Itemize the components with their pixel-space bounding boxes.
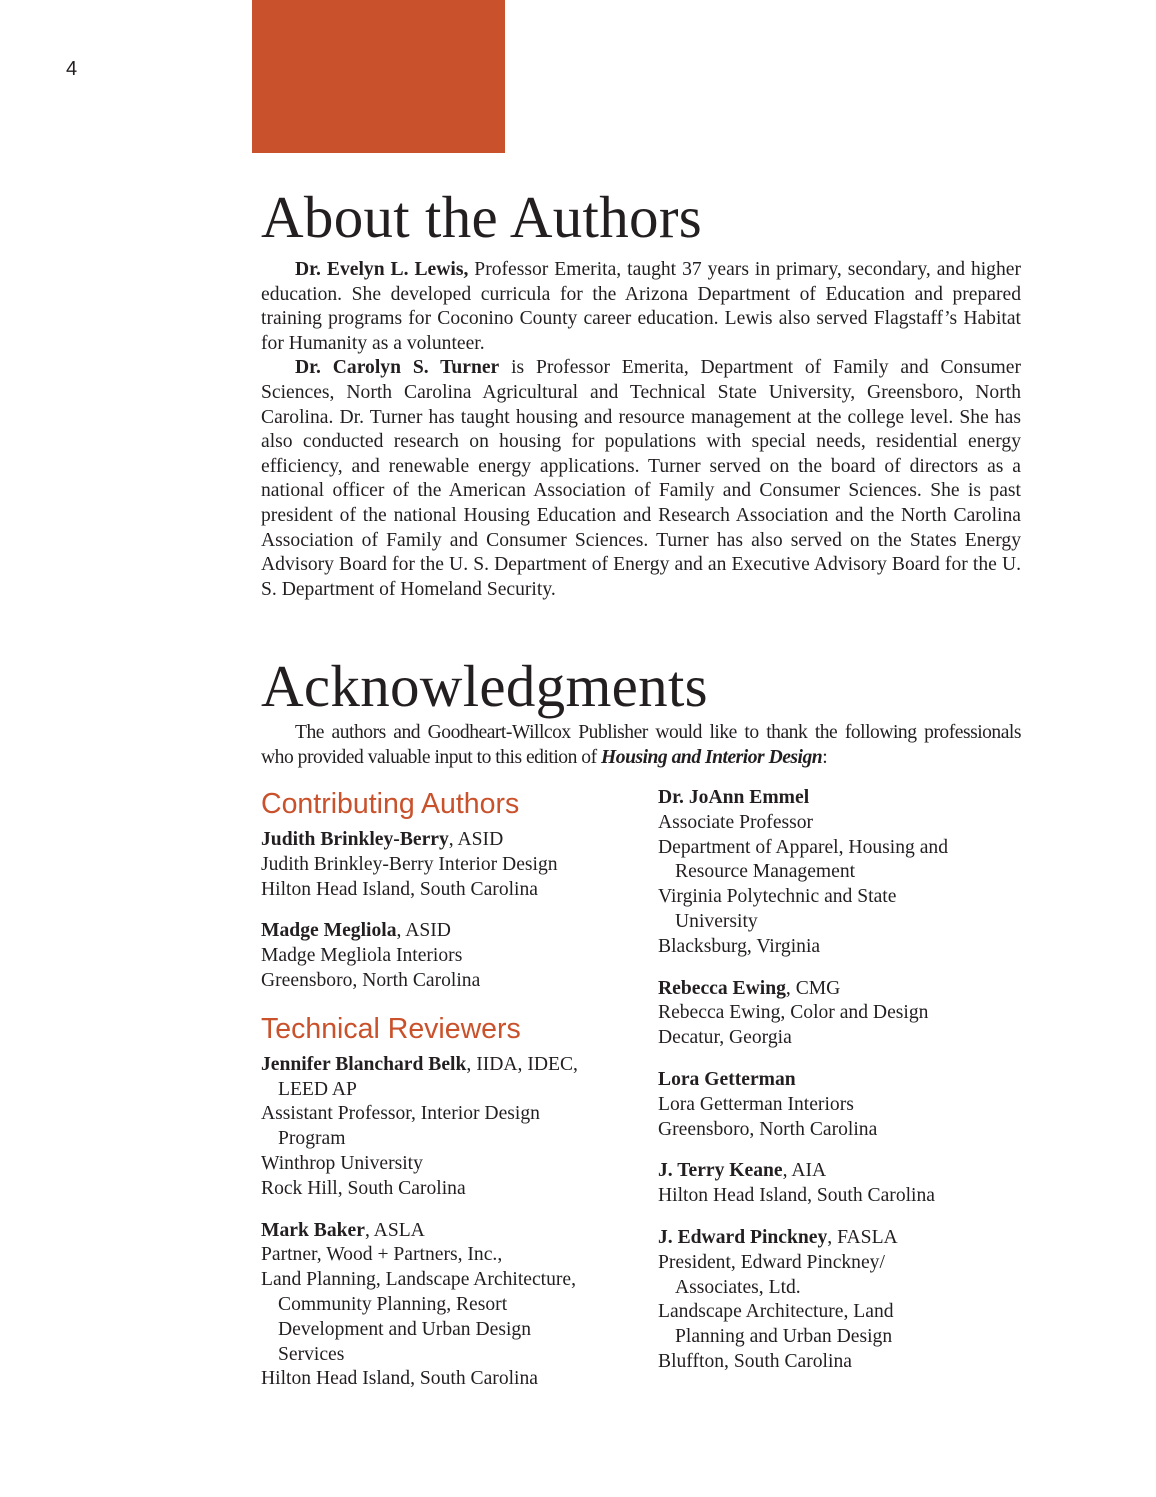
about-authors-body bbox=[261, 258, 1021, 602]
contributor-name: Mark Baker bbox=[261, 1219, 365, 1241]
contributor-credentials: , CMG bbox=[785, 977, 841, 999]
contributor-name-line bbox=[658, 1226, 1038, 1251]
contributor-name: Madge Megliola bbox=[261, 920, 397, 942]
contributor-credentials: , IIDA, IDEC, bbox=[466, 1053, 578, 1075]
left-column bbox=[261, 786, 641, 1409]
contributor-detail-line: Community Planning, Resort bbox=[278, 1293, 508, 1315]
contributor-credentials: , ASID bbox=[396, 920, 451, 942]
contributor-detail-line: University bbox=[675, 910, 758, 932]
intro-end: : bbox=[822, 746, 828, 768]
contributor-detail-line: President, Edward Pinckney/ bbox=[658, 1251, 885, 1273]
contributing-authors-list bbox=[261, 828, 641, 994]
contributor-detail-line: Decatur, Georgia bbox=[658, 1027, 792, 1049]
technical-reviewers-list bbox=[261, 1053, 641, 1392]
contributor-detail-line: Partner, Wood + Partners, Inc., bbox=[261, 1244, 503, 1266]
contributor-name: Jennifer Blanchard Belk bbox=[261, 1053, 467, 1075]
contributor-entry bbox=[658, 1226, 1038, 1375]
contributor-detail-line: Greensboro, North Carolina bbox=[261, 969, 481, 991]
acknowledgments-intro bbox=[261, 721, 1021, 770]
author-name: Dr. Evelyn L. Lewis, bbox=[295, 259, 469, 280]
contributor-detail-line: Landscape Architecture, Land bbox=[658, 1301, 894, 1323]
technical-reviewers-list-continued bbox=[658, 786, 1038, 1375]
author-bio-text: is Professor Emerita, Department of Family and Consumer Sciences, North Carolina Agricultural and Technical State University, Greensboro, North Carolina. Dr. Turner has taught housing and resource management at the college level. She has also conducted research on housing for populations with special needs, residential energy efficiency, and renewable energy applications. Turner served on the board of directors as a national officer of the American Association of Family and Consumer Sciences. She is past president of the national Housing Education and Research Association and the North Carolina Association of Family and Consumer Sciences. Turner has also served on the States Energy Advisory Board for the U. S. Department of Energy and an Executive Advisory Board for the U. S. Department of Homeland Security. bbox=[261, 357, 1021, 600]
contributor-name: Judith Brinkley-Berry bbox=[261, 829, 449, 850]
contributor-detail-line: Associates, Ltd. bbox=[675, 1276, 801, 1298]
author-bio-text: Professor Emerita, taught 37 years in primary, secondary, and higher education. She developed curricula for the Arizona Department of Education and prepared training programs for Coconino County career education. Lewis also served Flagstaff’s Habitat for Humanity as a volunteer. bbox=[261, 259, 1021, 354]
contributor-entry bbox=[658, 1068, 1038, 1142]
contributor-entry bbox=[658, 1159, 1038, 1209]
contributor-detail-line: Blacksburg, Virginia bbox=[658, 935, 821, 957]
contributor-detail-line: Lora Getterman Interiors bbox=[658, 1093, 854, 1115]
contributor-detail-line: Assistant Professor, Interior Design bbox=[261, 1103, 540, 1125]
contributor-detail-line: Resource Management bbox=[675, 861, 856, 883]
contributor-detail-line: Associate Professor bbox=[658, 811, 814, 833]
contributor-entry bbox=[658, 786, 1038, 960]
contributor-name-line bbox=[261, 1053, 641, 1078]
contributor-entry bbox=[658, 977, 1038, 1051]
right-column bbox=[658, 786, 1038, 1392]
accent-color-block bbox=[252, 0, 505, 153]
contributor-detail-line: Hilton Head Island, South Carolina bbox=[658, 1185, 935, 1207]
book-title: Housing and Interior Design bbox=[601, 746, 823, 768]
contributor-detail-line: Bluffton, South Carolina bbox=[658, 1350, 852, 1372]
contributor-name: Lora Getterman bbox=[658, 1068, 796, 1090]
contributor-name: Rebecca Ewing bbox=[658, 977, 786, 999]
contributor-detail-line: Planning and Urban Design bbox=[675, 1326, 893, 1348]
contributor-name-line bbox=[658, 977, 1038, 1002]
author-name: Dr. Carolyn S. Turner bbox=[295, 357, 500, 379]
contributor-detail-line: Madge Megliola Interiors bbox=[261, 945, 463, 967]
contributor-name: J. Terry Keane bbox=[658, 1160, 783, 1182]
contributor-detail-line: Winthrop University bbox=[261, 1152, 423, 1174]
contributor-name-line bbox=[261, 1219, 641, 1244]
contributor-detail-line: Virginia Polytechnic and State bbox=[658, 886, 897, 908]
contributor-detail-line: Services bbox=[278, 1343, 345, 1365]
contributor-detail-line: Rebecca Ewing, Color and Design bbox=[658, 1002, 929, 1024]
contributor-credentials: , ASLA bbox=[364, 1219, 425, 1241]
contributor-detail-line: Hilton Head Island, South Carolina bbox=[261, 1368, 538, 1390]
technical-reviewers-heading: Technical Reviewers bbox=[261, 1012, 521, 1045]
contributor-detail-line: Program bbox=[278, 1128, 346, 1150]
contributor-name-line bbox=[658, 1068, 1038, 1093]
about-authors-heading: About the Authors bbox=[261, 184, 703, 250]
contributor-detail-line: Department of Apparel, Housing and bbox=[658, 836, 949, 858]
contributor-entry bbox=[261, 1053, 641, 1202]
contributor-detail-line: Land Planning, Landscape Architecture, bbox=[261, 1269, 577, 1291]
contributor-detail-line: Hilton Head Island, South Carolina bbox=[261, 878, 538, 900]
acknowledgments-heading: Acknowledgments bbox=[261, 653, 708, 719]
contributor-detail-line: Greensboro, North Carolina bbox=[658, 1118, 878, 1140]
contributor-detail-line: Judith Brinkley-Berry Interior Design bbox=[261, 853, 558, 875]
contributor-entry bbox=[261, 1219, 641, 1393]
contributing-authors-heading: Contributing Authors bbox=[261, 788, 520, 820]
contributor-credentials: , ASID bbox=[448, 829, 504, 850]
page-number: 4 bbox=[66, 58, 78, 80]
contributor-name-line bbox=[658, 786, 1038, 811]
contributor-entry bbox=[261, 919, 641, 993]
contributor-detail-line: Rock Hill, South Carolina bbox=[261, 1177, 466, 1199]
contributor-entry bbox=[261, 828, 641, 902]
contributor-name-line bbox=[261, 919, 641, 944]
contributor-name-line bbox=[261, 828, 641, 853]
contributor-credentials: , FASLA bbox=[827, 1226, 898, 1248]
contributor-name: Dr. JoAnn Emmel bbox=[658, 787, 810, 808]
contributor-credentials-cont: LEED AP bbox=[278, 1078, 357, 1100]
contributor-credentials: , AIA bbox=[782, 1160, 827, 1182]
author-bio-lewis bbox=[261, 258, 1021, 356]
intro-text: The authors and Goodheart-Willcox Publisher would like to thank the following professionals who provided valuable input to this edition of bbox=[261, 722, 1021, 768]
contributor-detail-line: Development and Urban Design bbox=[278, 1318, 532, 1340]
author-bio-turner bbox=[261, 356, 1021, 602]
contributor-name: J. Edward Pinckney bbox=[658, 1226, 828, 1248]
contributor-name-line bbox=[658, 1159, 1038, 1184]
